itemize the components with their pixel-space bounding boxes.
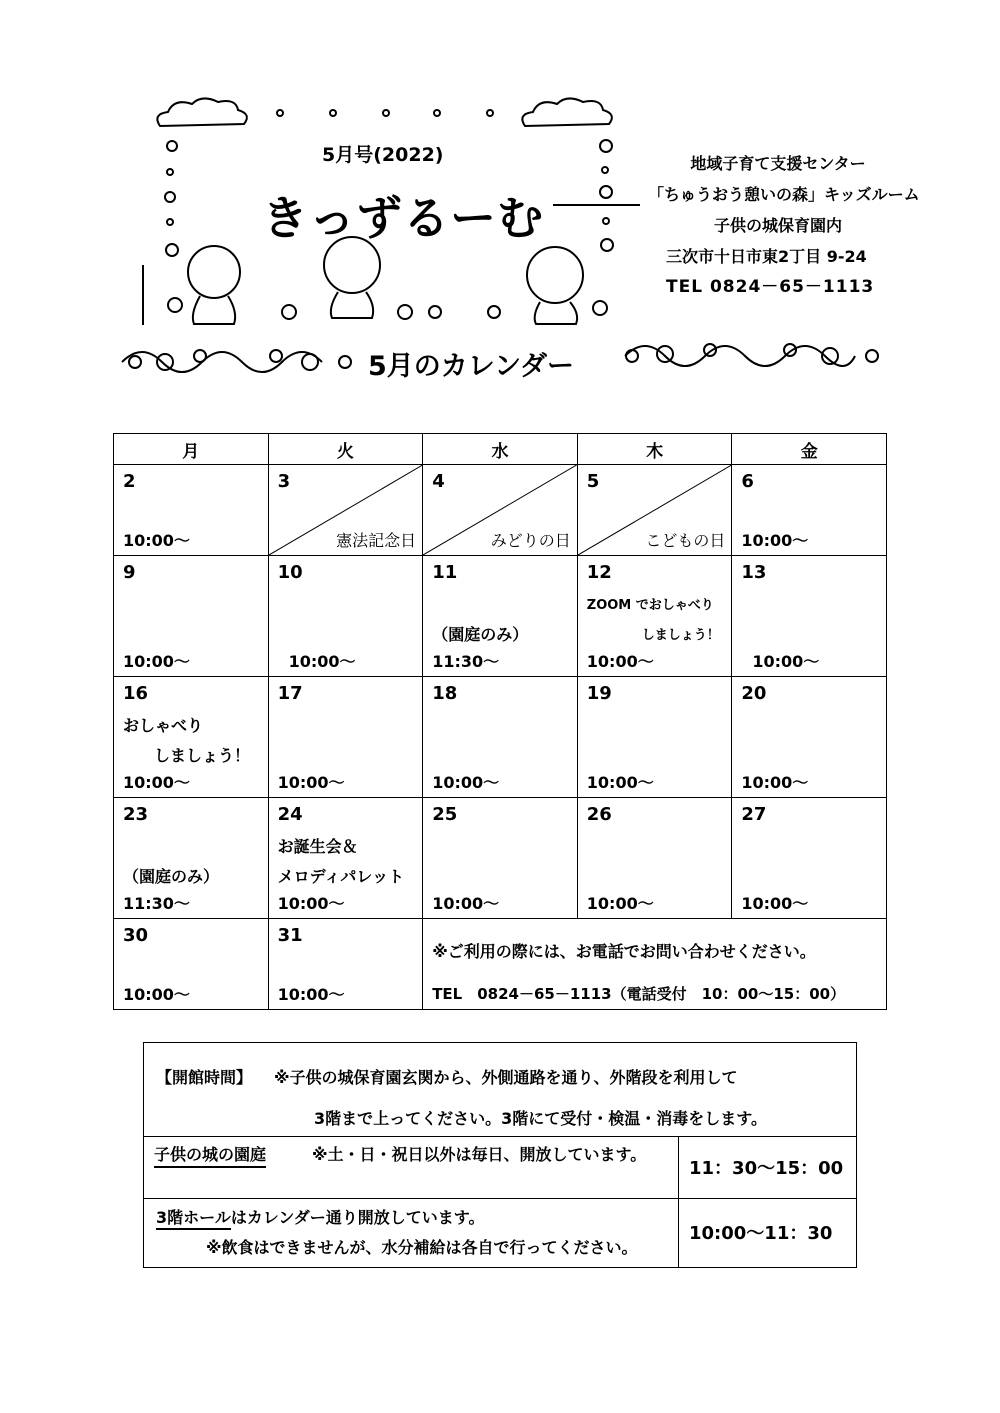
- holiday-name: こどもの日: [645, 531, 726, 550]
- calendar-cell: [114, 556, 269, 677]
- open-time: 10:00～: [741, 531, 809, 550]
- day-number: 16: [123, 683, 149, 704]
- calendar-cell: [268, 798, 423, 919]
- phone-notice: TEL 0824－65－1113（電話受付 10：00～15：00）: [432, 985, 846, 1003]
- day-number: 9: [123, 562, 136, 583]
- issue-label: 5月号(2022): [322, 144, 444, 166]
- cell-note: お誕生会＆: [277, 837, 358, 856]
- garland-icon: [122, 352, 322, 372]
- day-number: 10: [277, 562, 303, 583]
- child-face-icon: [527, 247, 583, 303]
- cell-note: （園庭のみ）: [432, 625, 529, 644]
- calendar-cell: [423, 798, 578, 919]
- day-number: 6: [741, 471, 754, 492]
- calendar-title: 5月のカレンダー: [368, 351, 575, 382]
- weekday-mon: 月: [114, 434, 269, 465]
- calendar-week-row: [114, 677, 887, 798]
- weekday-header-row: [114, 434, 887, 465]
- cloud-icon: [522, 98, 612, 126]
- day-number: 2: [123, 471, 136, 492]
- opening-hours-box: [143, 1042, 857, 1268]
- open-time: 10:00～: [586, 773, 654, 792]
- newsletter-title: きっずるーむ: [262, 191, 544, 245]
- calendar-cell: [268, 556, 423, 677]
- organization-info: [648, 148, 920, 303]
- open-time: 10:00～: [277, 985, 345, 1004]
- open-time: 10:00～: [123, 531, 190, 550]
- usage-notice: ※ご利用の際には、お電話でお問い合わせください。: [432, 942, 816, 961]
- child-face-icon: [188, 246, 240, 298]
- calendar-cell: [732, 798, 887, 919]
- calendar-cell: [114, 798, 269, 919]
- cell-note: （園庭のみ）: [123, 867, 220, 886]
- garden-row: [144, 1136, 856, 1199]
- calendar-week-row: [114, 919, 887, 1010]
- cell-note: ZOOM でおしゃべり: [586, 598, 714, 613]
- cell-note: しましょう！: [154, 746, 251, 765]
- day-number: 26: [586, 804, 612, 825]
- garden-label: 子供の城の園庭: [154, 1142, 266, 1168]
- calendar-week-row: [114, 556, 887, 677]
- open-time: 10:00～: [432, 894, 500, 913]
- calendar-cell: [732, 556, 887, 677]
- hall-label: 3階ホール: [156, 1208, 231, 1230]
- calendar-cell: [577, 556, 732, 677]
- calendar-cell: [114, 465, 269, 556]
- calendar-week-row: [114, 465, 887, 556]
- calendar-cell: [732, 677, 887, 798]
- org-line-2: 「ちゅうおう憩いの森」キッズルーム: [648, 185, 920, 204]
- open-time: 10:00～: [586, 652, 654, 671]
- weekday-wed: 水: [423, 434, 578, 465]
- calendar-table: [113, 433, 887, 1010]
- column-divider: [678, 1136, 679, 1267]
- day-number: 13: [741, 562, 767, 583]
- weekday-tue: 火: [268, 434, 423, 465]
- open-time: 10:00～: [741, 773, 809, 792]
- open-time: 10:00～: [432, 773, 500, 792]
- open-time: 11:30～: [432, 652, 500, 671]
- day-number: 24: [277, 804, 303, 825]
- cloud-icon: [157, 98, 247, 126]
- open-time: 10:00～: [586, 894, 654, 913]
- calendar-cell-holiday: [268, 465, 423, 556]
- calendar-cell: [268, 677, 423, 798]
- day-number: 5: [586, 471, 600, 492]
- calendar-cell: [114, 677, 269, 798]
- opening-hours-row: [144, 1043, 856, 1137]
- day-number: 4: [432, 471, 445, 492]
- open-time: 10:00～: [123, 985, 190, 1004]
- org-address: 三次市十日市東2丁目 9-24: [666, 247, 867, 266]
- day-number: 23: [123, 804, 149, 825]
- day-number: 12: [586, 562, 612, 583]
- garden-text: ※土・日・祝日以外は毎日、開放しています。: [312, 1145, 647, 1164]
- day-number: 27: [741, 804, 767, 825]
- open-time: 10:00～: [277, 773, 345, 792]
- holiday-name: 憲法記念日: [336, 531, 417, 550]
- open-time: 11:30～: [123, 894, 190, 913]
- calendar-cell: [423, 556, 578, 677]
- day-number: 30: [123, 925, 149, 946]
- calendar-week-row: [114, 798, 887, 919]
- day-number: 19: [586, 683, 612, 704]
- org-phone: TEL 0824－65－1113: [666, 277, 875, 297]
- day-number: 20: [741, 683, 767, 704]
- day-number: 25: [432, 804, 458, 825]
- cell-note: おしゃべり: [123, 716, 204, 735]
- open-time: 10:00～: [752, 652, 820, 671]
- garden-hours: 11：30～15：00: [689, 1158, 844, 1179]
- hall-note: ※飲食はできませんが、水分補給は各自で行ってください。: [206, 1238, 638, 1257]
- calendar-cell: [577, 677, 732, 798]
- org-line-3: 子供の城保育園内: [713, 216, 842, 235]
- cell-note: しましょう！: [641, 628, 720, 643]
- calendar-cell-holiday: [577, 465, 732, 556]
- calendar-notice-cell: [423, 919, 887, 1010]
- day-number: 17: [277, 683, 303, 704]
- day-number: 18: [432, 683, 458, 704]
- hall-hours: 10:00～11：30: [689, 1223, 833, 1244]
- day-number: 3: [277, 471, 291, 492]
- open-time: 10:00～: [741, 894, 809, 913]
- opening-hours-text-2: 3階まで上ってください。3階にて受付・検温・消毒をします。: [314, 1109, 767, 1128]
- org-line-1: 地域子育て支援センター: [690, 154, 866, 173]
- calendar-cell: [732, 465, 887, 556]
- calendar-cell: [577, 798, 732, 919]
- day-number: 31: [277, 925, 303, 946]
- open-time: 10:00～: [288, 652, 356, 671]
- hall-text: はカレンダー通り開放しています。: [230, 1208, 485, 1227]
- holiday-name: みどりの日: [490, 531, 571, 550]
- cell-note: メロディパレット: [277, 867, 405, 886]
- day-number: 11: [432, 562, 458, 583]
- open-time: 10:00～: [277, 894, 345, 913]
- open-time: 10:00～: [123, 652, 190, 671]
- opening-hours-text-1: ※子供の城保育園玄関から、外側通路を通り、外階段を利用して: [274, 1068, 738, 1087]
- calendar-cell: [268, 919, 423, 1010]
- weekday-fri: 金: [732, 434, 887, 465]
- opening-hours-label: 【開館時間】: [156, 1068, 253, 1087]
- weekday-thu: 木: [577, 434, 732, 465]
- open-time: 10:00～: [123, 773, 190, 792]
- calendar-cell: [114, 919, 269, 1010]
- calendar-cell-holiday: [423, 465, 578, 556]
- calendar-cell: [423, 677, 578, 798]
- hall-row: [144, 1199, 856, 1267]
